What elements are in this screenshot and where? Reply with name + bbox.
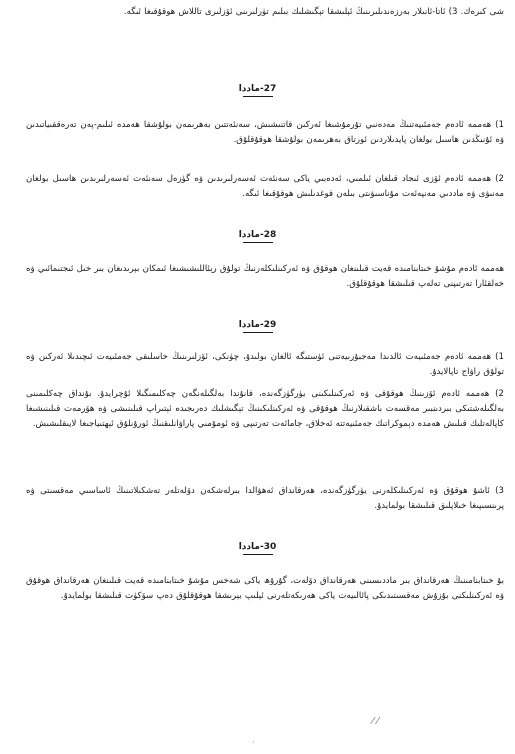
article-29-underline <box>243 332 273 333</box>
article-29-paragraph-2: 2) ھەممە ئادەم ئۆزىنىڭ ھوقۇقى ۋە ئەركىنلىكىنى يۈرگۈزگەندە، قانۇندا بەلگىلەنگەن چەكلىمىگىلا ئۇچرايدۇ. بۇنداق چەكلىمىنى بەلگىلەشتىكى بىردىنبىر مەقسەت باشقىلارنىڭ ھوقۇقى ۋە ئەركىنلىكىنىڭ تېگىشلىك دەرىجىدە ئېتىراپ قىلىنىشى ۋە ھۆرمەت قىلىنىشىغا كاپالەتلىك قىلىش ھەمدە دېموكراتىك جەمئىيەتتە ئەخلاق، جامائەت تەرتىپى ۋە ئومۇمىي پاراۋانلىقنىڭ ئورۇنلۇق ئېھتىياجىغا لايىقلىشىش. <box>26 389 504 430</box>
scan-mark-bottom: · <box>252 738 255 747</box>
article-30-heading: 30-ماددا <box>238 542 277 552</box>
article-30-paragraph: بۇ خىتابنامىنىڭ ھەرقانداق بىر ماددىسىنى ھەرقانداق دۆلەت، گۇرۇھ ياكى شەخس مۇشۇ خىتابنامىدە قەيت قىلىنغان ھەرقانداق ھوقۇق ۋە ئەركىنلىكنى بۇزۇش مەقسىتىدىكى پائالىيەت ياكى ھەرىكەتلەرنى ئېلىپ بېرىشقا ھوقۇقلۇق دەپ سۆكۈت قىلىشقا بولمايدۇ. <box>26 576 504 602</box>
article-27-underline <box>243 96 273 97</box>
article-27-paragraph-1: 1) ھەممە ئادەم جەمئىيەتنىڭ مەدەنىي تۇرمۇشىغا ئەركىن قاتنىشىش، سەنئەتتىن بەھرىمەن بولۇشقا ھەمدە ئىلىم-پەن تەرەققىياتىدىن ۋە ئۇنىڭدىن ھاسىل بولغان پايدىلاردىن ئورتاق بەھرىمەن بولۇشقا ھوقۇقلۇق. <box>26 120 504 146</box>
article-29-paragraph-3: 3) ئاشۇ ھوقۇق ۋە ئەركىنلىكلەرنى يۈرگۈزگەندە، ھەرقانداق ئەھۋالدا بىرلەشكەن دۆلەتلەر تەشكىلاتىنىڭ ئاساسىي مەقسىتى ۋە پرىنسىپىغا خىلاپلىق قىلىشقا بولمايدۇ. <box>26 486 504 512</box>
article-27-paragraph-2: 2) ھەممە ئادەم ئۆزى ئىجاد قىلغان ئىلمىي، ئەدەبىي ياكى سەنئەت ئەسەرلىرىدىن ۋە گۈزەل سەنئەت ئەسەرلىرىدىن ھاسىل بولغان مەنىۋى ۋە ماددىي مەنپەئەت مۇناسىۋىتى بىلەن قوغدىلىش ھوقۇقىغا ئىگە. <box>26 174 504 200</box>
article-30-underline <box>243 554 273 555</box>
article-28-paragraph: ھەممە ئادەم مۇشۇ خىتابنامىدە قەيت قىلىنغان ھوقۇق ۋە ئەركىنلىكلەرنىڭ تولۇق رېئاللىشىشىغا ئىمكان بېرىدىغان بىر خىل ئىجتىمائىي ۋە خەلقئارا تەرتىپنى تەلەپ قىلىشقا ھوقۇقلۇق. <box>26 264 504 290</box>
article-29-paragraph-1: 1) ھەممە ئادەم جەمئىيەت ئالدىدا مەجبۇرىيەتنى ئۈستىگە ئالغان بولىدۇ، چۈنكى، ئۆزلىرىنىڭ خاسلىقى جەمئىيەت ئىچىدىلا ئەركىن ۋە تولۇق راۋاج تاپالايدۇ. <box>26 352 504 378</box>
article-28-heading: 28-ماددا <box>238 230 277 240</box>
article-29-heading: 29-ماددا <box>238 320 277 330</box>
top-paragraph: شى كىرەك. 3) ئاتا-ئانىلار بەرزەندىلىرىنىڭ ئېلىشقا تېگىشلىك بىلىم تۈرلىرىنى ئۆزلىرى تاللاش ھوقۇقىغا ئىگە. <box>123 7 504 17</box>
scan-mark: ⁄ ⁄ <box>372 716 379 727</box>
article-27-heading: 27-ماددا <box>238 84 277 94</box>
article-28-underline <box>243 242 273 243</box>
